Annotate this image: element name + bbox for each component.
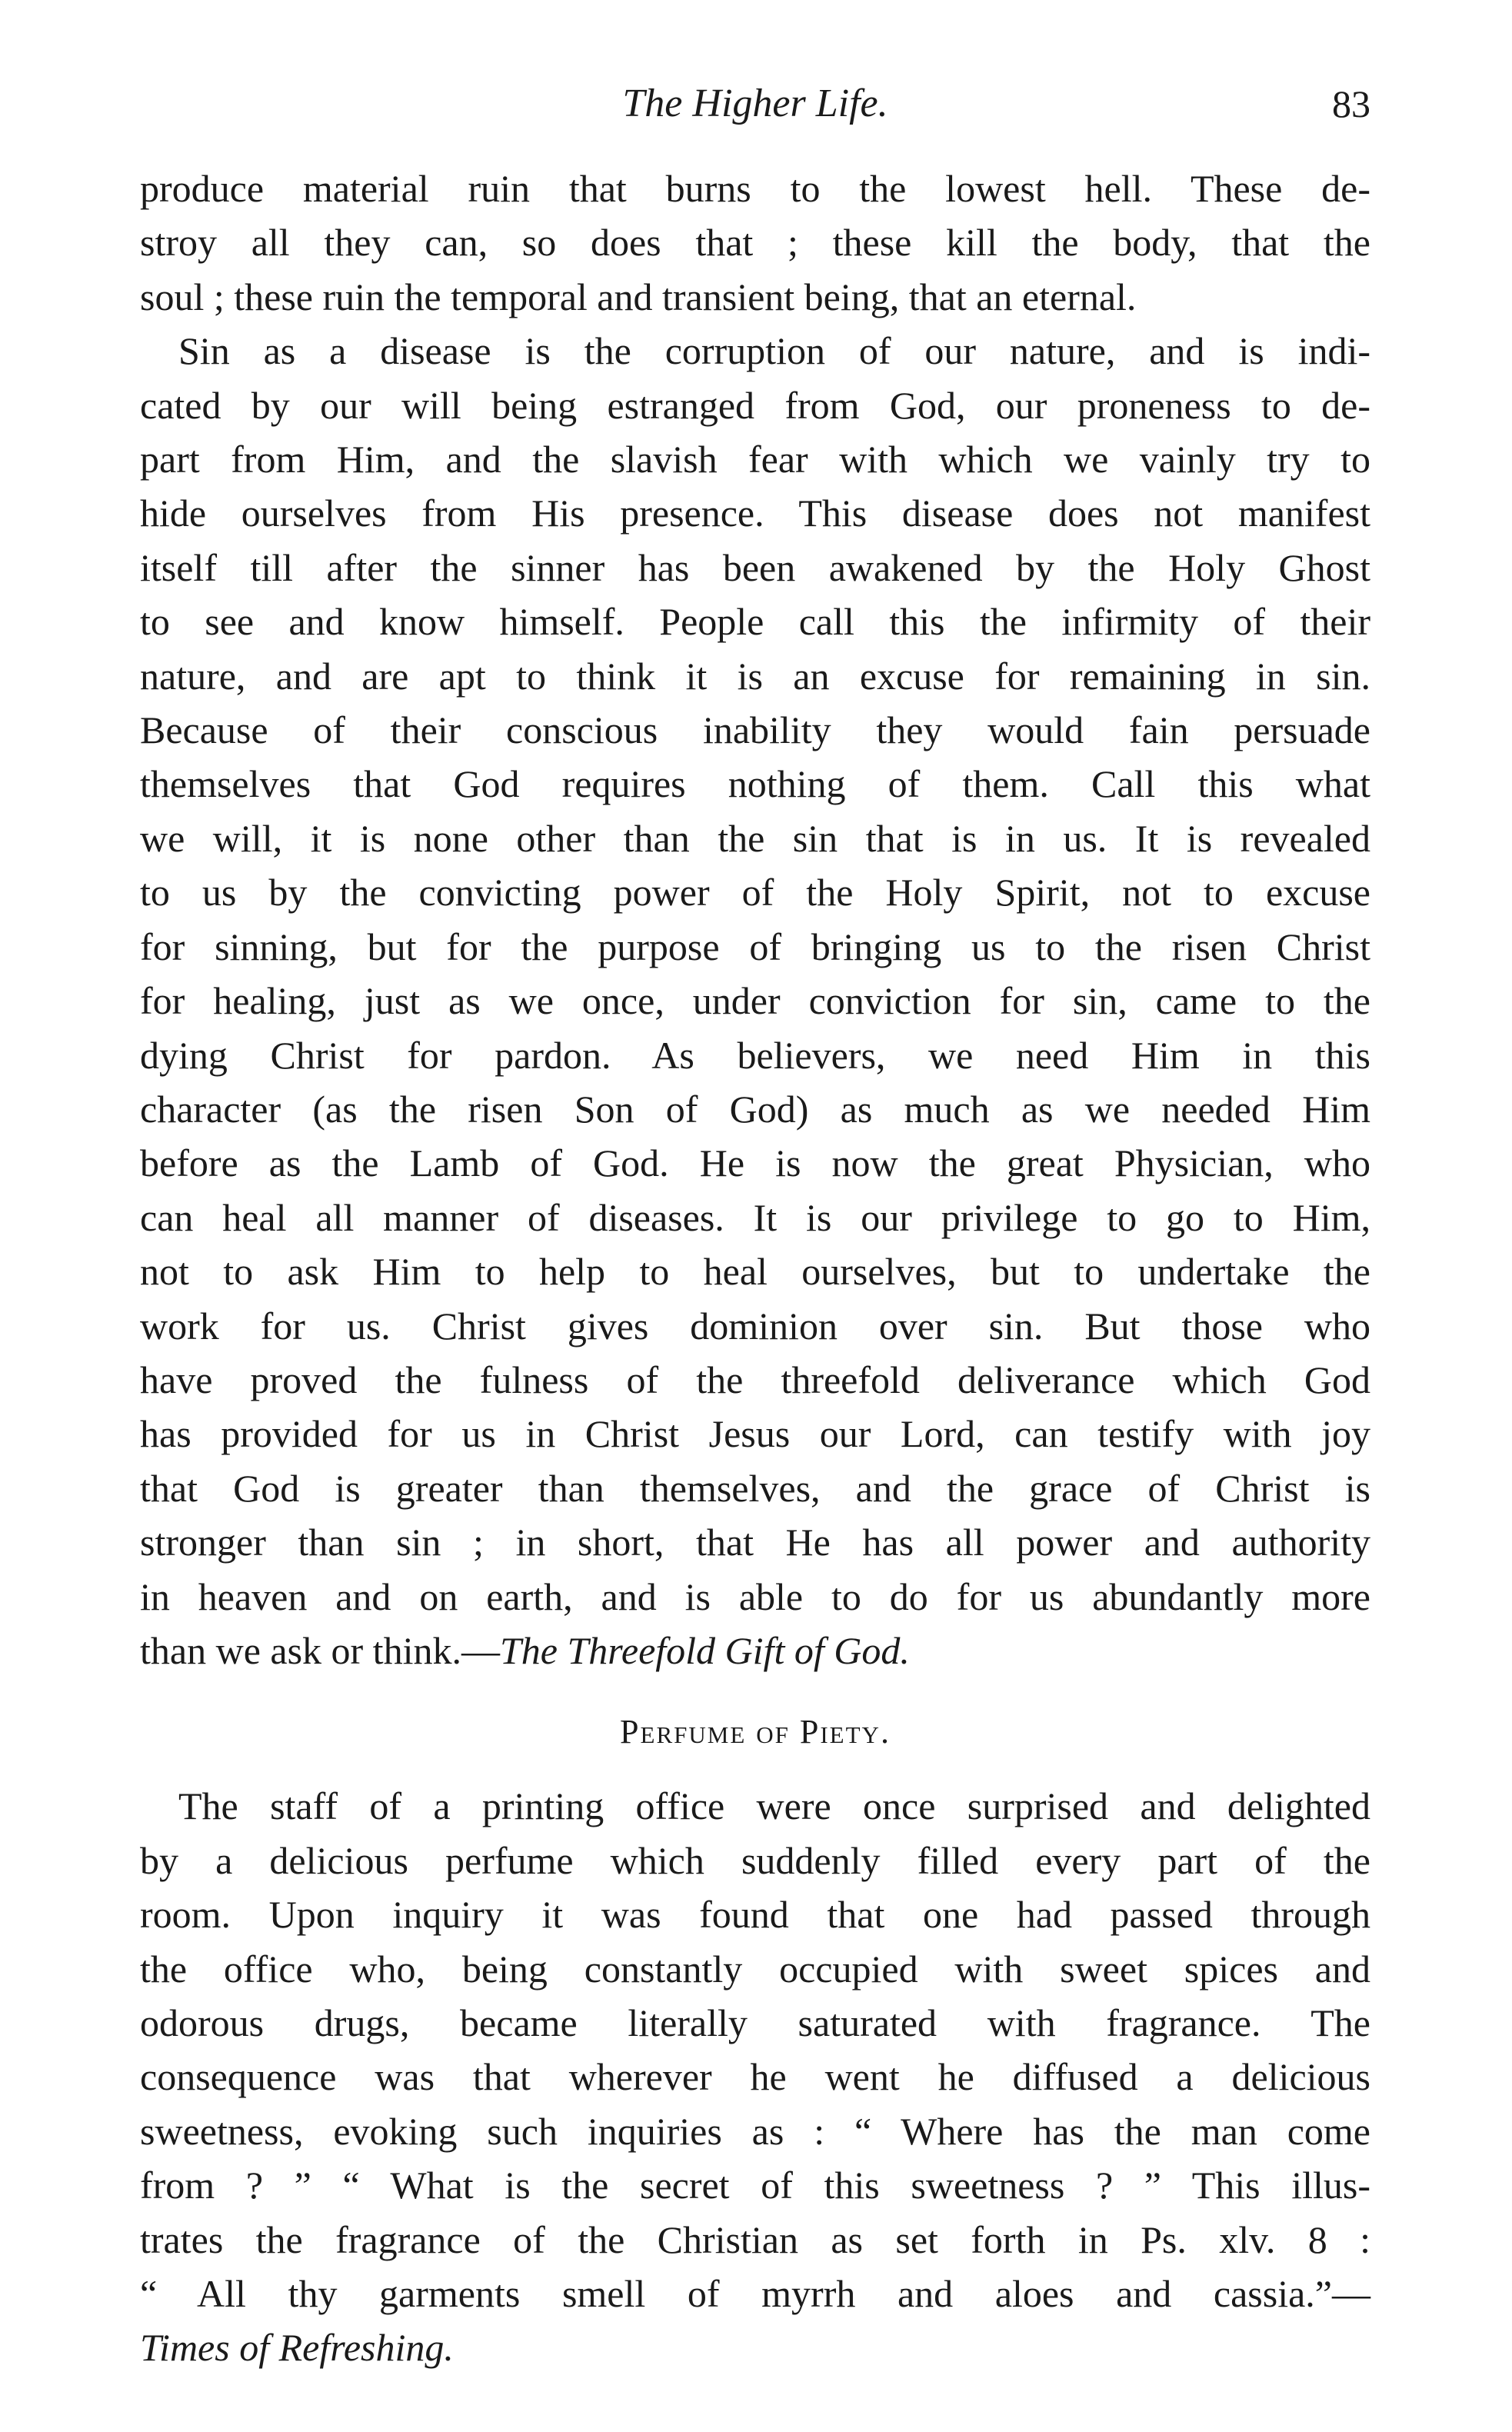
text-line: room. Upon inquiry it was found that one had passed through <box>140 1893 1370 1937</box>
text-line: stronger than sin ; in short, that He has all power and authority <box>140 1521 1370 1564</box>
text-line: produce material ruin that burns to the lowest hell. These de- <box>140 167 1370 210</box>
text-line: sweetness, evoking such inquiries as : “ Where has the man come <box>140 2109 1370 2153</box>
text-line: have proved the fulness of the threefold deliverance which God <box>140 1358 1370 1401</box>
text-line: that God is greater than themselves, and the grace of Christ is <box>140 1466 1370 1510</box>
text-line: soul ; these ruin the temporal and transient being, that an eternal. <box>140 275 1137 318</box>
text-line: hide ourselves from His presence. This disease does not manifest <box>140 491 1370 535</box>
text-line: dying Christ for pardon. As believers, we need Him in this <box>140 1033 1370 1077</box>
text-line: consequence was that wherever he went he diffused a delicious <box>140 2055 1370 2099</box>
text-line: odorous drugs, became literally saturated with fragrance. The <box>140 2001 1370 2044</box>
text-line: The staff of a printing office were once surprised and delighted <box>178 1784 1370 1828</box>
text-line-with-source <box>140 1624 1370 1677</box>
source-citation: The Threefold Gift of God. <box>499 1628 910 1672</box>
text-line: “ All thy garments smell of myrrh and aloes and cassia.”— <box>140 2272 1370 2316</box>
text-line: itself till after the sinner has been awakened by the Holy Ghost <box>140 545 1370 589</box>
source-citation: Times of Refreshing. <box>140 2326 454 2370</box>
text-line: to see and know himself. People call this the infirmity of their <box>140 600 1370 644</box>
text-line: has provided for us in Christ Jesus our Lord, can testify with joy <box>140 1412 1370 1456</box>
section-heading: Perfume of Piety. <box>620 1713 891 1751</box>
text-line: nature, and are apt to think it is an excuse for remaining in sin. <box>140 654 1370 698</box>
paragraph-perfume <box>140 1779 1370 2374</box>
text-line: part from Him, and the slavish fear with which we vainly try to <box>140 438 1370 481</box>
text-line: in heaven and on earth, and is able to do for us abundantly more <box>140 1574 1370 1618</box>
text-line: Sin as a disease is the corruption of our nature, and is indi- <box>178 329 1370 373</box>
running-header <box>140 77 1370 131</box>
text-line: from ? ” “ What is the secret of this sweetness ? ” This illus- <box>140 2164 1370 2207</box>
text-line: stroy all they can, so does that ; these kill the body, that the <box>140 221 1370 265</box>
text-line: to us by the convicting power of the Holy Spirit, not to excuse <box>140 871 1370 914</box>
text-line: by a delicious perfume which suddenly filled every part of the <box>140 1838 1370 1882</box>
running-title: The Higher Life. <box>622 82 888 125</box>
text-line: can heal all manner of diseases. It is our privilege to go to Him, <box>140 1195 1370 1239</box>
text-line: not to ask Him to help to heal ourselves, but to undertake the <box>140 1250 1370 1294</box>
text-line: before as the Lamb of God. He is now the great Physician, who <box>140 1141 1370 1185</box>
text-line: the office who, being constantly occupied with sweet spices and <box>140 1947 1370 1991</box>
text-line: for sinning, but for the purpose of bringing us to the risen Christ <box>140 924 1370 968</box>
book-page <box>140 77 1370 2375</box>
text-line: cated by our will being estranged from God, our proneness to de- <box>140 383 1370 427</box>
text-line: character (as the risen Son of God) as much as we needed Him <box>140 1087 1370 1131</box>
text-line: trates the fragrance of the Christian as set forth in Ps. xlv. 8 : <box>140 2217 1370 2261</box>
paragraph-continuation <box>140 162 1370 324</box>
text-line: work for us. Christ gives dominion over sin. But those who <box>140 1304 1370 1348</box>
page-number: 83 <box>1332 82 1370 125</box>
text-line: we will, it is none other than the sin that is in us. It is revealed <box>140 816 1370 860</box>
paragraph-sin-as-disease <box>140 324 1370 1677</box>
text-line: themselves that God requires nothing of them. Call this what <box>140 762 1370 806</box>
text-fragment: than we ask or think.— <box>140 1628 500 1672</box>
text-line: Because of their conscious inability they would fain persuade <box>140 708 1370 752</box>
text-line: for healing, just as we once, under conviction for sin, came to the <box>140 979 1370 1023</box>
